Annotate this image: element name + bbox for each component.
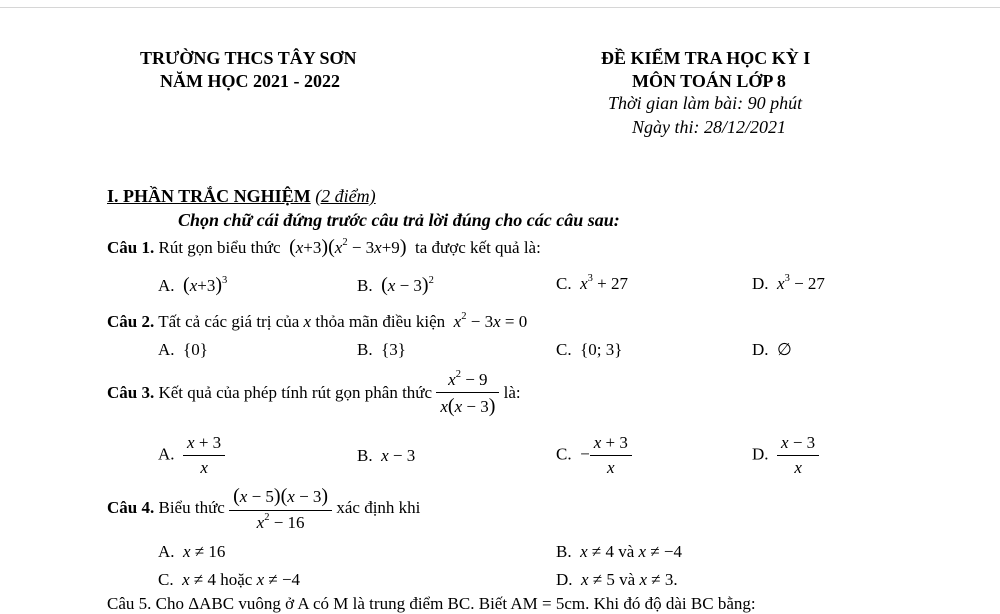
option-letter: C. [556,444,572,464]
question-text: Biểu thức [158,497,225,517]
q2-option-a[interactable] [158,340,208,360]
school-name: TRƯỜNG THCS TÂY SƠN [140,48,357,68]
q4-option-a[interactable]: A. x ≠ 16 [158,542,226,561]
option-letter: B. [357,276,373,295]
exam-title: ĐỀ KIỂM TRA HỌC KỲ I [601,48,811,68]
question-text: Rút gọn biểu thức [158,238,281,257]
option-letter: B. [357,446,373,465]
q1-option-c[interactable]: C. $x^3 + 27$ [556,273,628,293]
question-label: Câu 1. [107,238,155,257]
section-title: I. PHẦN TRẮC NGHIỆM [107,186,311,206]
q3-option-b[interactable]: B. x − 3 [357,446,416,465]
section-instruction: Chọn chữ cái đứng trước câu trả lời đúng cho các câu sau: [178,210,620,230]
question-fraction: $\frac{x^2 - 9}{x(x - 3)}$ [436,370,499,418]
question-text: Kết quả của phép tính rút gọn phân thức [158,382,433,402]
question-label: Câu 4. [107,497,155,517]
option-letter: A. [158,444,175,464]
option-letter: D. [752,444,769,464]
question-label: Câu 3. [107,382,155,402]
option-letter: A. [158,276,175,295]
question-5-partial: Câu 5. Cho ΔABC vuông ở A có M là trung điểm BC. Biết AM = 5cm. Khi đó độ dài BC bằng: [107,594,756,613]
question-text-end: xác định khi [336,497,421,517]
option-letter: A. [158,340,175,359]
option-letter: D. [752,274,769,293]
question-4 [107,485,420,533]
question-fraction: $\frac{(x - 5)(x - 3)}{x^2 - 16}$ [229,485,332,533]
option-letter: C. [158,570,174,589]
section-heading [107,186,376,207]
exam-date: Ngày thi: 28/12/2021 [632,117,786,137]
q3-option-c[interactable]: C. − $\frac{x + 3}{x}$ [556,433,632,478]
question-expression: $x^2 - 3x = 0$ [453,311,528,331]
option-letter: A. [158,542,175,561]
option-value: {0; 3} [580,340,623,359]
question-1 [107,236,541,259]
option-letter: D. [752,340,769,359]
option-value: ∅ [777,340,792,359]
option-value: {3} [381,340,406,359]
option-letter: C. [556,340,572,359]
option-value: {0} [183,340,208,359]
exam-duration: Thời gian làm bài: 90 phút [608,93,803,113]
q3-option-d[interactable]: D. $\frac{x - 3}{x}$ [752,433,819,478]
q2-option-c[interactable] [556,340,622,360]
section-points: (2 điểm) [315,186,376,206]
option-letter: B. [357,340,373,359]
question-3 [107,370,521,418]
option-letter: C. [556,274,572,293]
q1-option-d[interactable]: D. $x^3 - 27$ [752,273,825,293]
question-text-end: ta được kết quả là: [415,238,541,257]
q2-option-b[interactable] [357,340,406,360]
q4-option-c[interactable]: C. x ≠ 4 hoặc x ≠ −4 [158,570,301,589]
joiner: và [619,570,636,589]
q1-option-b[interactable]: B. $(x - 3)^2$ [357,274,434,296]
school-year: NĂM HỌC 2021 - 2022 [160,71,340,91]
joiner: hoặc [220,570,253,589]
q4-option-b[interactable]: B. x ≠ 4 và x ≠ −4 [556,542,682,561]
option-letter: D. [556,570,573,589]
option-letter: B. [556,542,572,561]
question-text-end: thỏa mãn điều kiện [315,312,446,331]
q2-option-d[interactable] [752,340,792,360]
top-border [0,7,1000,8]
joiner: và [618,542,635,561]
q3-option-a[interactable]: A. $\frac{x + 3}{x}$ [158,433,225,478]
question-text-end: là: [503,382,521,402]
subject-title: MÔN TOÁN LỚP 8 [632,71,786,91]
question-label: Câu 2. [107,312,155,331]
q1-option-a[interactable]: A. $(x+3)^3$ [158,274,228,296]
question-expression: $(x+3)(x^2 - 3x+9)$ [289,236,407,258]
question-text: Tất cả các giá trị của [158,312,300,331]
q4-option-d[interactable]: D. x ≠ 5 và x ≠ 3. [556,570,678,589]
question-2 [107,312,527,332]
question-variable: x [303,312,312,331]
